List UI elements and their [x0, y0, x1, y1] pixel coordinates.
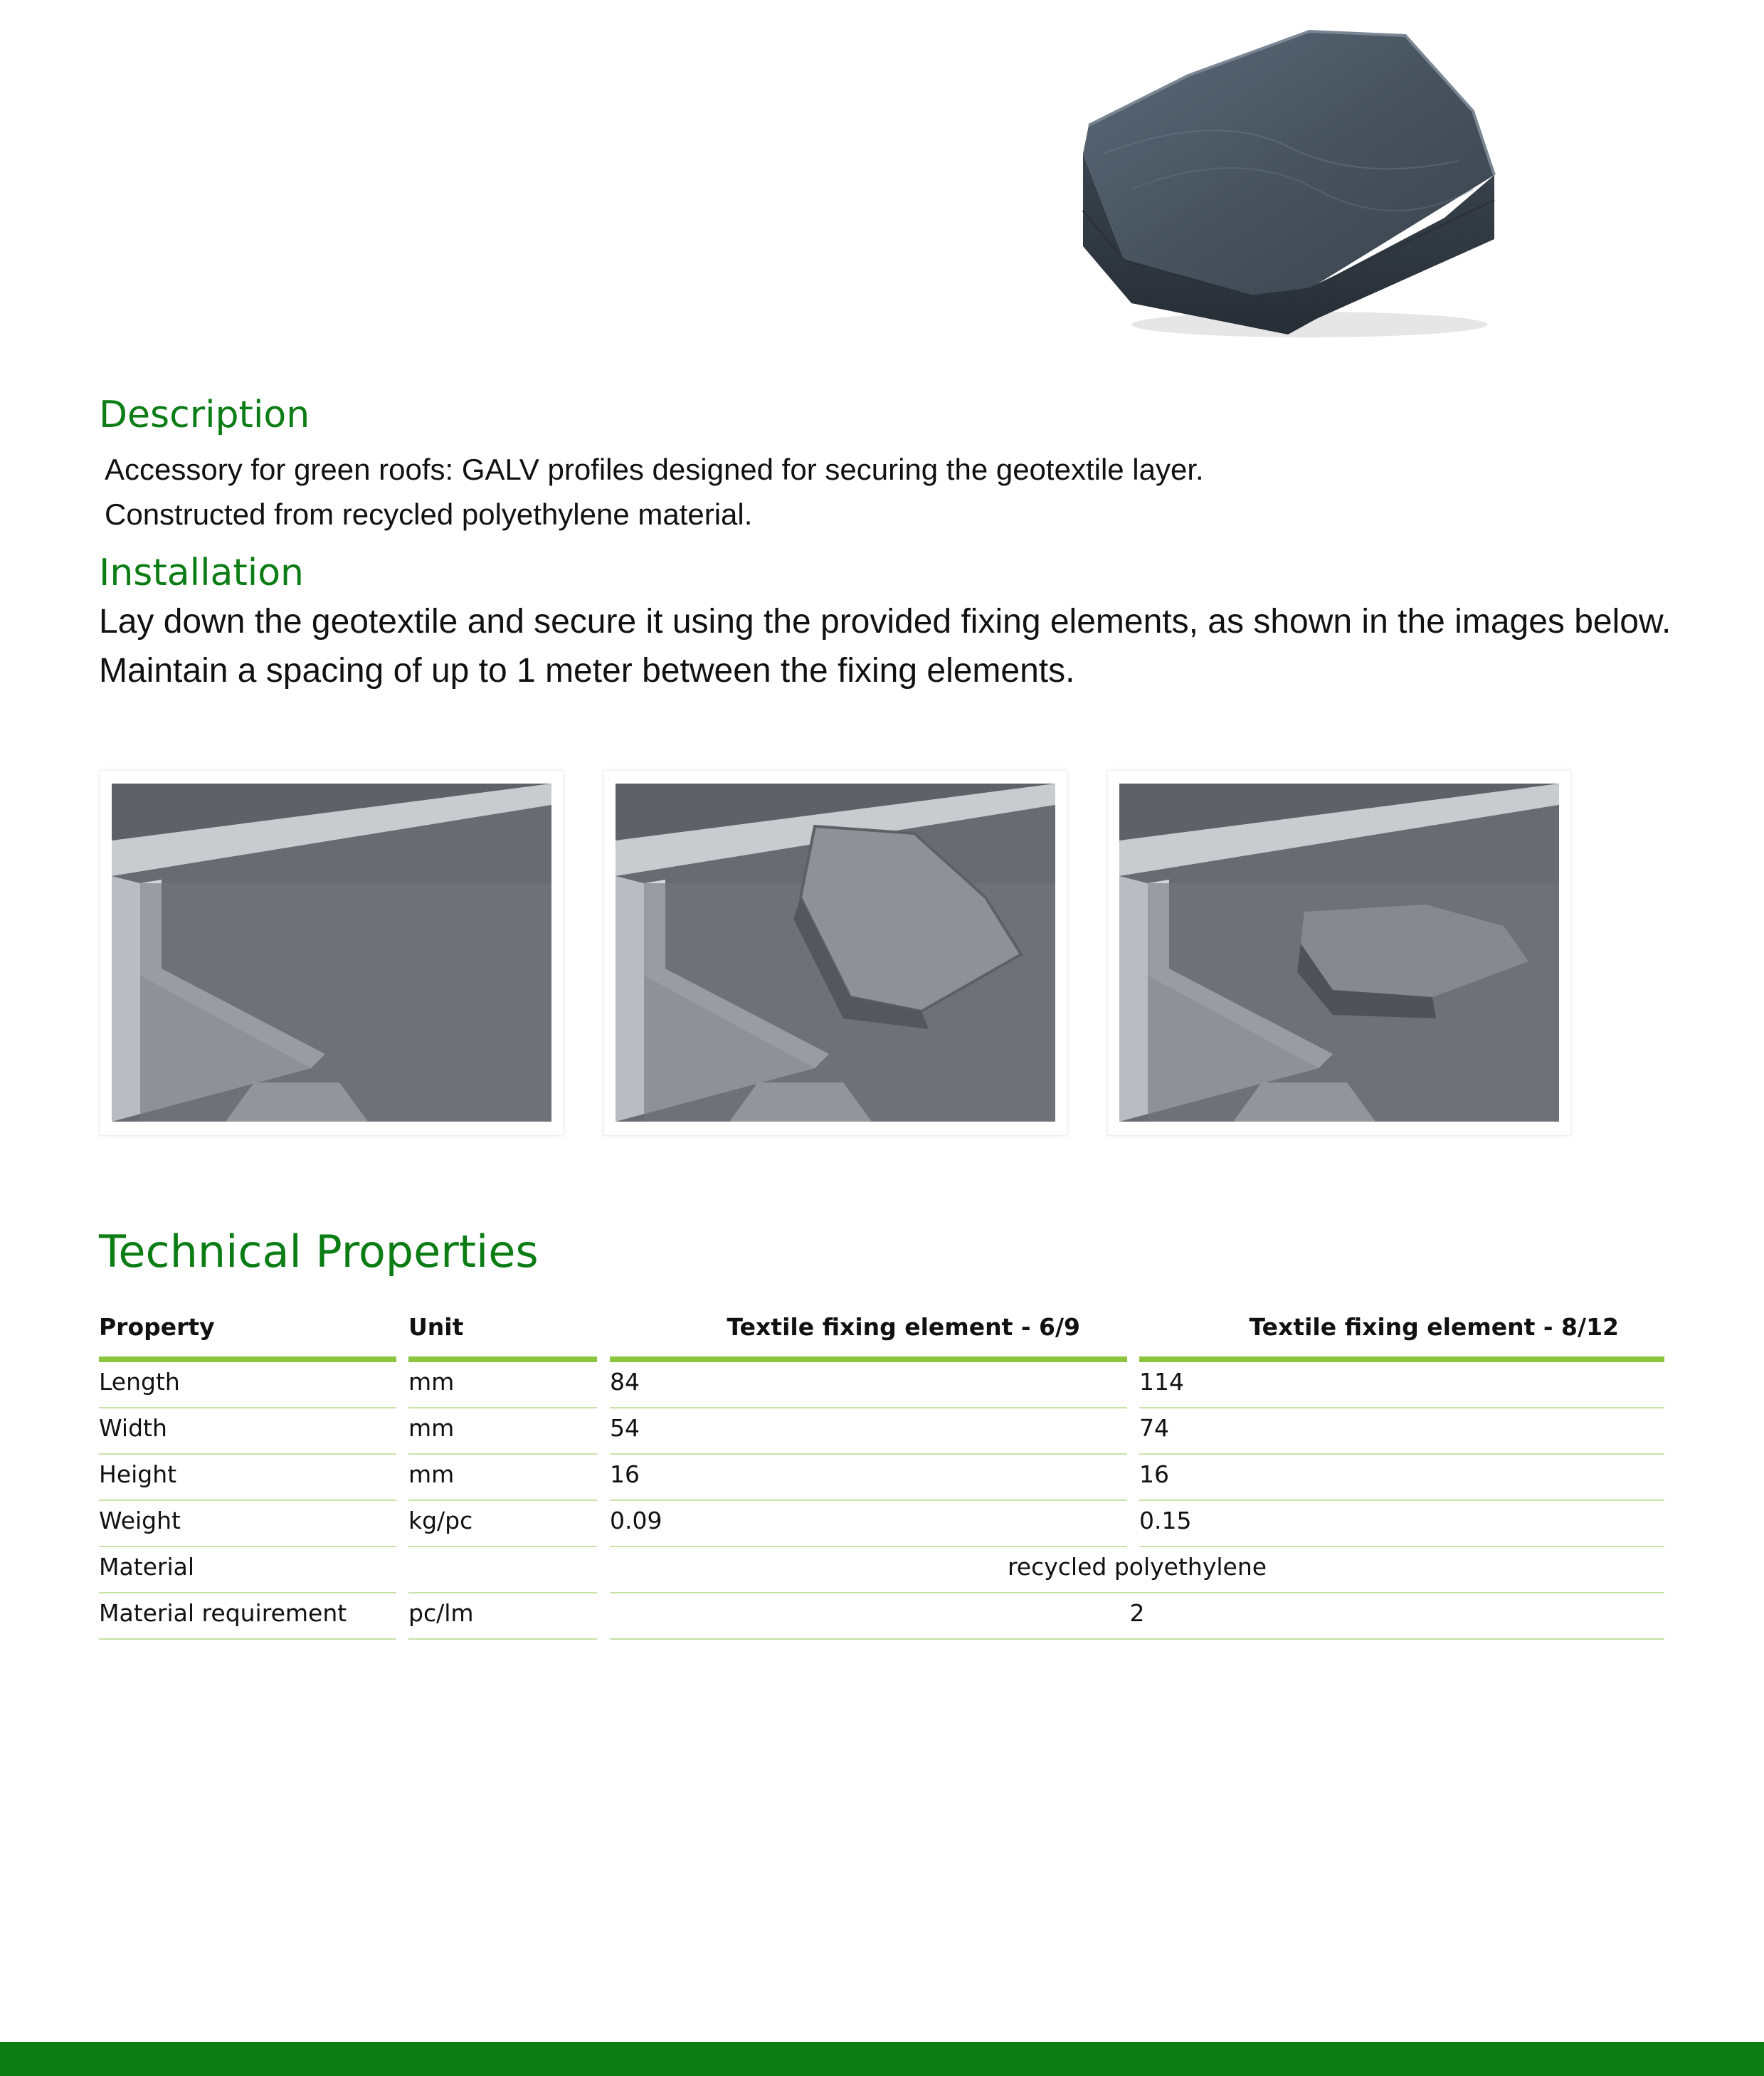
footer-bar [0, 2042, 1764, 2076]
table-header-row [99, 1302, 1664, 1362]
cell-unit: mm [408, 1455, 597, 1501]
cell-property: Height [99, 1455, 396, 1501]
product-image [1074, 26, 1516, 346]
header-element-8-12: Textile fixing element - 8/12 [1139, 1302, 1664, 1362]
cell-value-6-9: 54 [610, 1408, 1127, 1455]
cell-unit: mm [408, 1362, 597, 1408]
cell-unit: kg/pc [408, 1501, 597, 1547]
cell-value-6-9: 16 [610, 1455, 1127, 1501]
description-line-2: Constructed from recycled polyethylene material. [105, 497, 753, 531]
cell-merged-value: recycled polyethylene [610, 1547, 1664, 1593]
table-row [99, 1362, 1664, 1408]
installation-image-3 [1107, 770, 1571, 1136]
installation-image-1 [100, 770, 564, 1136]
cell-merged-value: 2 [610, 1593, 1664, 1640]
header-property: Property [99, 1302, 396, 1362]
table-row [99, 1455, 1664, 1501]
description-line-1: Accessory for green roofs: GALV profiles designed for securing the geotextile layer. [105, 453, 1204, 486]
cell-property: Width [99, 1408, 396, 1455]
cell-property: Material requirement [99, 1593, 396, 1640]
table-row [99, 1501, 1664, 1547]
header-element-6-9: Textile fixing element - 6/9 [610, 1302, 1127, 1362]
technical-heading: Technical Properties [99, 1226, 539, 1277]
cell-property: Material [99, 1547, 396, 1593]
cell-property: Weight [99, 1501, 396, 1547]
installation-line-2: Maintain a spacing of up to 1 meter between the fixing elements. [99, 652, 1075, 690]
installation-line-1: Lay down the geotextile and secure it using the provided fixing elements, as shown in the images below. [99, 603, 1671, 641]
cell-value-8-12: 0.15 [1139, 1501, 1664, 1547]
cell-value-6-9: 0.09 [610, 1501, 1127, 1547]
cell-unit [408, 1547, 597, 1593]
table-row [99, 1593, 1664, 1640]
technical-properties-table [99, 1302, 1664, 1640]
table-row [99, 1547, 1664, 1593]
cell-value-8-12: 114 [1139, 1362, 1664, 1408]
cell-value-6-9: 84 [610, 1362, 1127, 1408]
description-heading: Description [99, 394, 310, 436]
cell-unit: pc/lm [408, 1593, 597, 1640]
table-row [99, 1408, 1664, 1455]
installation-heading: Installation [99, 552, 305, 594]
cell-value-8-12: 16 [1139, 1455, 1664, 1501]
header-unit: Unit [408, 1302, 597, 1362]
cell-property: Length [99, 1362, 396, 1408]
cell-unit: mm [408, 1408, 597, 1455]
cell-value-8-12: 74 [1139, 1408, 1664, 1455]
installation-image-2 [603, 770, 1067, 1136]
